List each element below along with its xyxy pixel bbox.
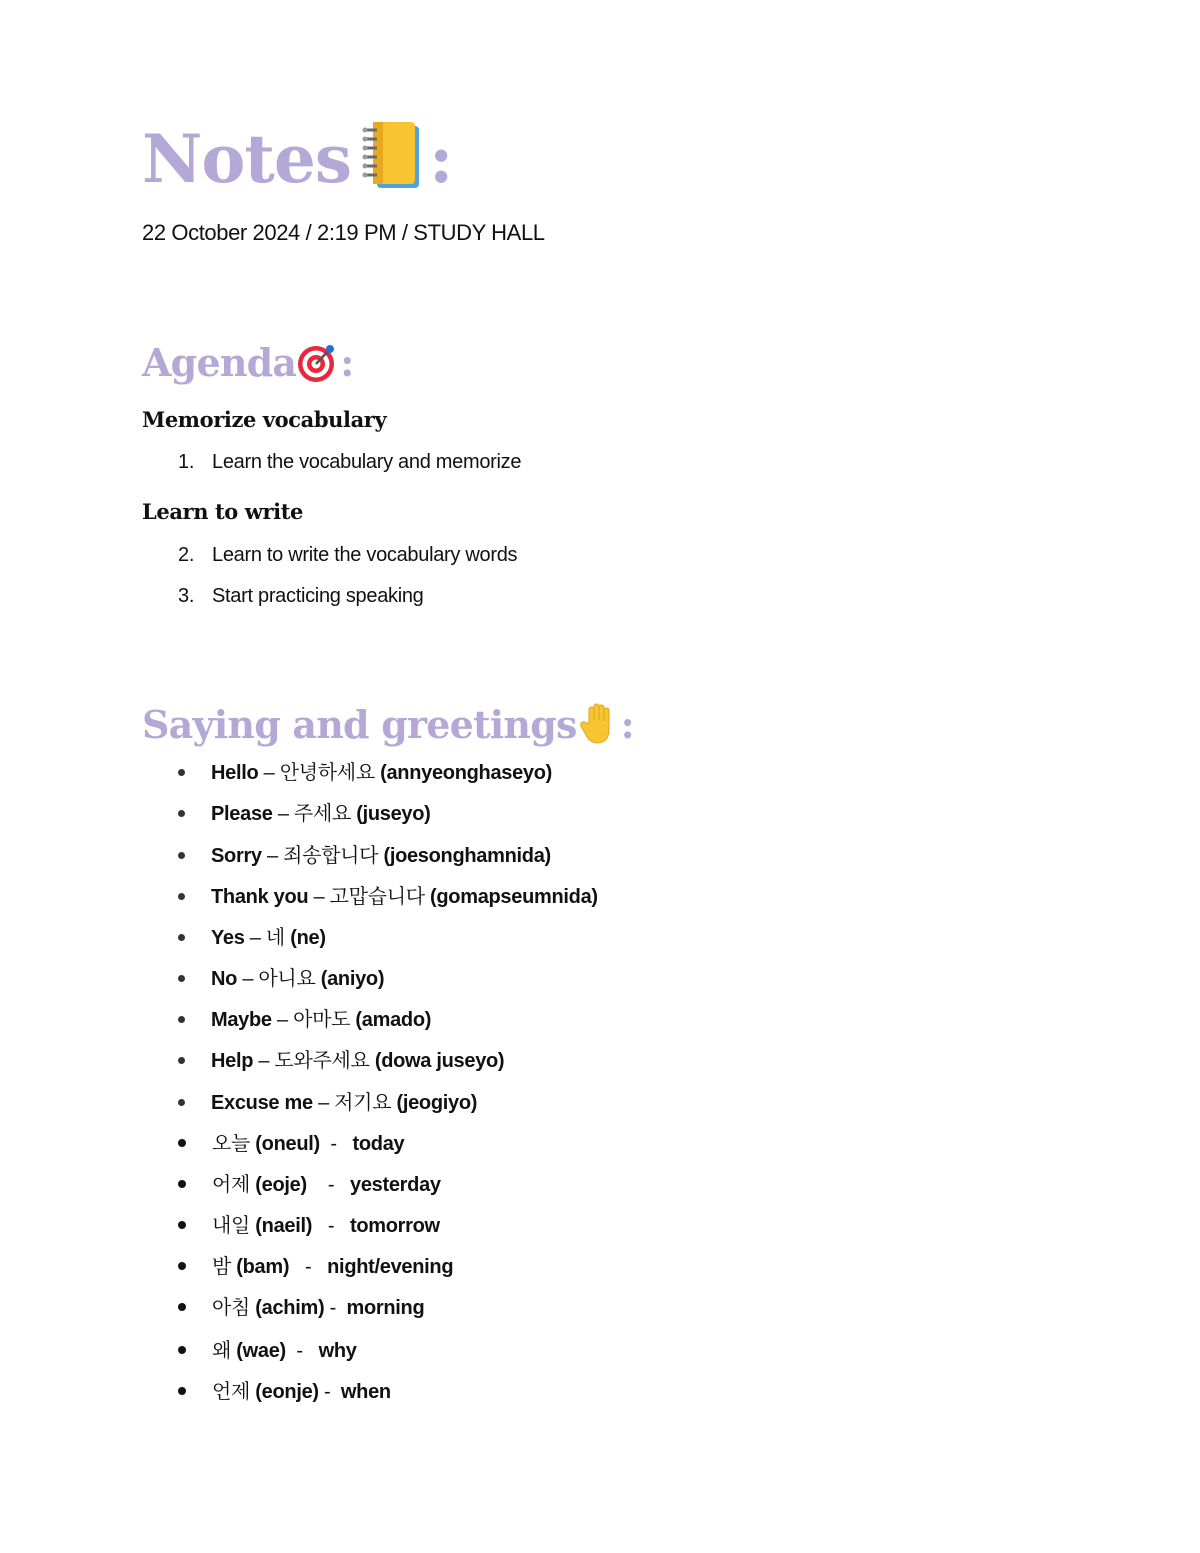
page-title (142, 118, 452, 199)
separator: - (285, 1340, 319, 1362)
vocab-item (178, 1007, 431, 1033)
english-word: Yes (211, 927, 245, 949)
bullet-icon (178, 1221, 186, 1229)
romanization: (gomapseumnida) (430, 886, 598, 908)
vocab-item (178, 884, 598, 910)
romanization: (dowa juseyo) (374, 1050, 505, 1072)
raised-hand-icon (577, 702, 621, 746)
section-title-memorize: Memorize vocabulary (142, 407, 387, 432)
romanization: (jeogiyo) (396, 1092, 478, 1114)
korean-word: 내일 (212, 1215, 256, 1237)
bullet-icon (178, 1346, 186, 1354)
greetings-heading-text: Saying and greetings (142, 702, 577, 747)
english-word: why (318, 1340, 357, 1362)
korean-word: – 고맙습니다 (308, 886, 431, 908)
romanization: (naeil) (255, 1215, 313, 1237)
english-word: today (352, 1133, 405, 1155)
korean-word: – 네 (244, 927, 291, 949)
agenda-heading (142, 340, 354, 386)
english-word: Excuse me (211, 1092, 313, 1114)
vocab-item (178, 1048, 504, 1074)
korean-word: 밤 (212, 1256, 237, 1278)
vocab-item (178, 1338, 357, 1364)
bullet-icon (178, 1057, 185, 1064)
separator: - (289, 1256, 328, 1278)
agenda-heading-colon: : (340, 340, 354, 385)
vocab-item (178, 1254, 453, 1280)
romanization: (annyeonghaseyo) (380, 762, 553, 784)
agenda-item-text: Learn the vocabulary and memorize (212, 451, 522, 473)
bullet-icon (178, 1099, 185, 1106)
romanization: (ne) (290, 927, 326, 949)
romanization: (achim) (255, 1297, 325, 1319)
english-word: Help (211, 1050, 254, 1072)
korean-word: 왜 (212, 1340, 237, 1362)
bullet-icon (178, 934, 185, 941)
bullet-icon (178, 1016, 185, 1023)
agenda-item-text: Start practicing speaking (212, 585, 424, 607)
english-word: No (211, 968, 238, 990)
bullet-icon (178, 1387, 186, 1395)
english-word: Sorry (211, 845, 262, 867)
vocab-item (178, 1213, 440, 1239)
vocab-item (178, 966, 384, 992)
english-word: morning (346, 1297, 425, 1319)
agenda-item-text: Learn to write the vocabulary words (212, 544, 518, 566)
bullet-icon (178, 975, 185, 982)
korean-word: – 도와주세요 (253, 1050, 375, 1072)
vocab-item (178, 1090, 477, 1116)
bullet-icon (178, 769, 185, 776)
vocab-item (178, 843, 551, 869)
romanization: (eonje) (255, 1381, 319, 1403)
english-word: night/evening (327, 1256, 454, 1278)
korean-word: 아침 (212, 1297, 256, 1319)
romanization: (oneul) (255, 1133, 320, 1155)
romanization: (aniyo) (320, 968, 385, 990)
bullet-icon (178, 852, 185, 859)
vocab-item (178, 1295, 424, 1321)
bullet-icon (178, 1303, 186, 1311)
vocab-item (178, 760, 552, 786)
greetings-heading (142, 702, 634, 748)
agenda-item-2 (178, 544, 517, 567)
agenda-item-1 (178, 451, 521, 474)
title-colon: : (428, 120, 453, 198)
romanization: (bam) (236, 1256, 290, 1278)
english-word: Maybe (211, 1009, 272, 1031)
bullet-icon (178, 1180, 186, 1188)
korean-word: – 안녕하세요 (258, 762, 381, 784)
korean-word: – 저기요 (312, 1092, 397, 1114)
section-title-write: Learn to write (142, 499, 303, 524)
agenda-item-number: 3. (178, 585, 195, 607)
agenda-item-number: 2. (178, 544, 195, 566)
korean-word: 오늘 (212, 1133, 256, 1155)
title-text: Notes (142, 120, 351, 198)
romanization: (eoje) (255, 1174, 307, 1196)
korean-word: – 죄송합니다 (261, 845, 384, 867)
agenda-item-3 (178, 585, 424, 608)
romanization: (juseyo) (356, 803, 431, 825)
bullet-icon (178, 1139, 186, 1147)
time-location-text: / 2:19 PM / STUDY HALL (299, 220, 545, 245)
vocab-item (178, 1131, 404, 1157)
korean-word: 언제 (212, 1381, 256, 1403)
separator: - (318, 1381, 341, 1403)
vocab-item (178, 1172, 441, 1198)
separator: - (319, 1133, 353, 1155)
english-word: Hello (211, 762, 259, 784)
greetings-heading-colon: : (620, 702, 634, 747)
vocab-item (178, 801, 431, 827)
bullet-icon (178, 810, 185, 817)
romanization: (joesonghamnida) (383, 845, 551, 867)
date-line (142, 220, 545, 246)
english-word: tomorrow (350, 1215, 440, 1237)
romanization: (wae) (236, 1340, 286, 1362)
separator: - (306, 1174, 351, 1196)
date-text: 22 October 2024 (142, 220, 300, 245)
bullet-icon (178, 1262, 186, 1270)
separator: - (312, 1215, 350, 1237)
target-icon (296, 340, 340, 384)
english-word: yesterday (350, 1174, 441, 1196)
separator: - (324, 1297, 347, 1319)
english-word: when (340, 1381, 391, 1403)
notebook-icon (359, 118, 421, 192)
korean-word: – 아마도 (271, 1009, 356, 1031)
agenda-heading-text: Agenda (142, 340, 297, 385)
agenda-item-number: 1. (178, 451, 195, 473)
bullet-icon (178, 893, 185, 900)
english-word: Please (211, 803, 273, 825)
vocab-item (178, 1379, 391, 1405)
romanization: (amado) (355, 1009, 432, 1031)
korean-word: 어제 (212, 1174, 256, 1196)
korean-word: – 아니요 (237, 968, 321, 990)
vocab-item (178, 925, 326, 951)
english-word: Thank you (211, 886, 309, 908)
korean-word: – 주세요 (272, 803, 357, 825)
